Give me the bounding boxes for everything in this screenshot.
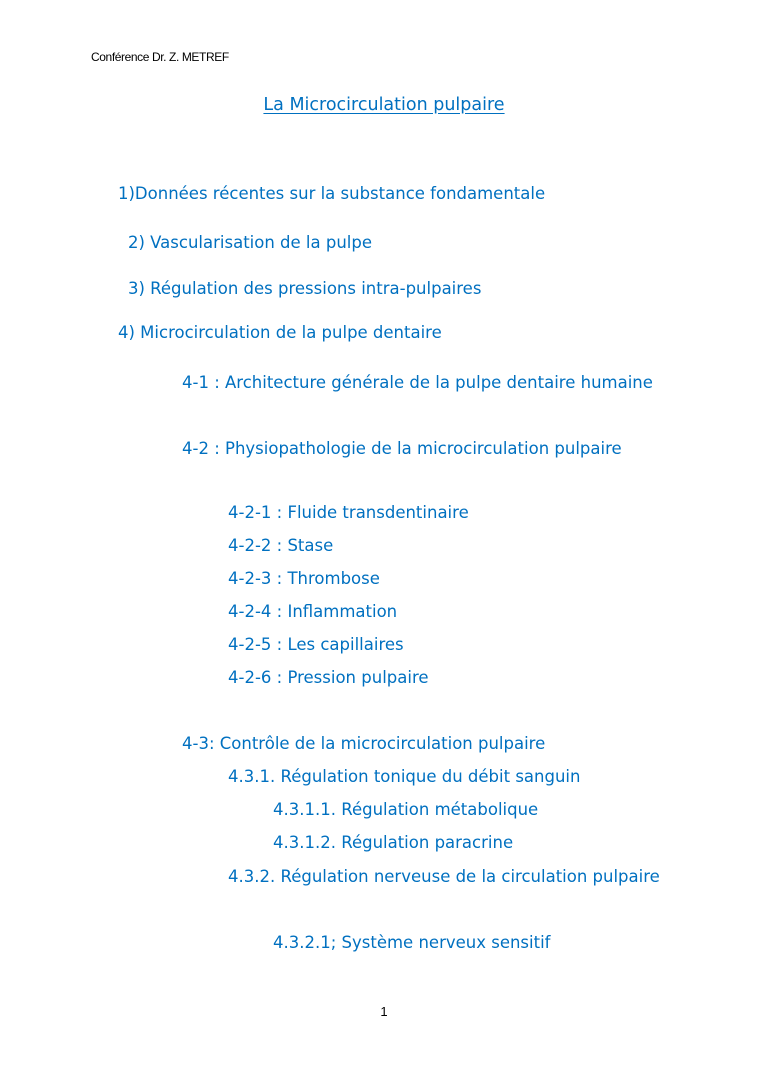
outline-item-4-2-4: 4-2-4 : Inflammation [228, 602, 398, 621]
page-number: 1 [380, 1004, 388, 1019]
page-header: Conférence Dr. Z. METREF [91, 50, 229, 64]
outline-item-4-2: 4-2 : Physiopathologie de la microcirculation pulpaire [182, 439, 622, 458]
outline-item-4-3-2-1: 4.3.2.1; Système nerveux sensitif [273, 933, 551, 952]
outline-item-4-3-1: 4.3.1. Régulation tonique du débit sanguin [228, 767, 581, 786]
document-title: La Microcirculation pulpaire [263, 95, 505, 115]
outline-item-1: 1)Données récentes sur la substance fondamentale [118, 184, 546, 203]
outline-item-4-2-5: 4-2-5 : Les capillaires [228, 635, 404, 654]
outline-item-4-3-1-2: 4.3.1.2. Régulation paracrine [273, 833, 514, 852]
outline-item-4-2-1: 4-2-1 : Fluide transdentinaire [228, 503, 469, 522]
outline-item-4-3-2: 4.3.2. Régulation nerveuse de la circulation pulpaire [228, 867, 660, 886]
outline-item-4-2-3: 4-2-3 : Thrombose [228, 569, 380, 588]
outline-item-4-3-1-1: 4.3.1.1. Régulation métabolique [273, 800, 539, 819]
outline-item-2: 2) Vascularisation de la pulpe [128, 233, 372, 252]
outline-item-4-1: 4-1 : Architecture générale de la pulpe dentaire humaine [182, 373, 653, 392]
outline-item-3: 3) Régulation des pressions intra-pulpaires [128, 279, 482, 298]
outline-item-4-2-2: 4-2-2 : Stase [228, 536, 334, 555]
outline-item-4-3: 4-3: Contrôle de la microcirculation pulpaire [182, 734, 546, 753]
outline-item-4: 4) Microcirculation de la pulpe dentaire [118, 323, 442, 342]
outline-item-4-2-6: 4-2-6 : Pression pulpaire [228, 668, 429, 687]
